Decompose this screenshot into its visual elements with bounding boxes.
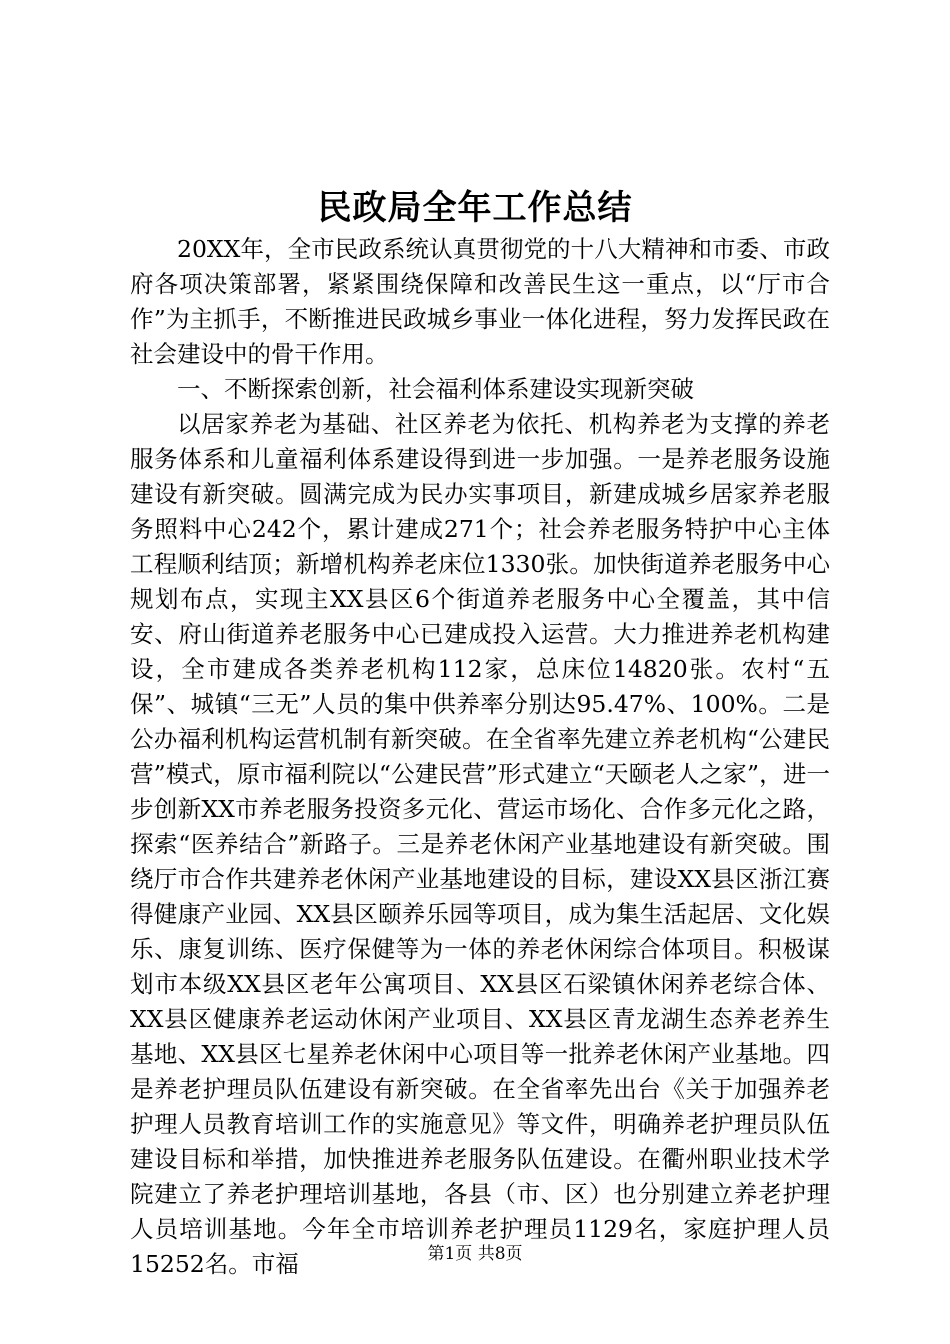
paragraph-intro: 20XX年，全市民政系统认真贯彻党的十八大精神和市委、市政府各项决策部署，紧紧围绕保障和改善民生这一重点，以“厅市合作”为主抓手，不断推进民政城乡事业一体化进程，努力发挥民政在社会建设中的骨干作用。 — [130, 235, 830, 368]
page-footer: 第1页 共8页 — [427, 1244, 523, 1264]
document-title: 民政局全年工作总结 — [317, 188, 633, 228]
section-heading-1: 一、不断探索创新，社会福利体系建设实现新突破 — [177, 375, 694, 403]
paragraph-section-1: 以居家养老为基础、社区养老为依托、机构养老为支撑的养老服务体系和儿童福利体系建设得到进一步加强。一是养老服务设施建设有新突破。圆满完成为民办实事项目，新建成城乡居家养老服务照料中心242个，累计建成271个；社会养老服务特护中心主体工程顺利结顶；新增机构养老床位1330张。加快街道养老服务中心规划布点，实现主XX县区6个街道养老服务中心全覆盖，其中信安、府山街道养老服务中心已建成投入运营。大力推进养老机构建设，全市建成各类养老机构112家，总床位14820张。农村“五保”、城镇“三无”人员的集中供养率分别达95.47%、100%。二是公办福利机构运营机制有新突破。在全省率先建立养老机构“公建民营”模式，原市福利院以“公建民营”形式建立“天颐老人之家”，进一步创新XX市养老服务投资多元化、营运市场化、合作多元化之路，探索“医养结合”新路子。三是养老休闲产业基地建设有新突破。围绕厅市合作共建养老休闲产业基地建设的目标，建设XX县区浙江赛得健康产业园、XX县区颐养乐园等项目，成为集生活起居、文化娱乐、康复训练、医疗保健等为一体的养老休闲综合体项目。积极谋划市本级XX县区老年公寓项目、XX县区石梁镇休闲养老综合体、XX县区健康养老运动休闲产业项目、XX县区青龙湖生态养老养生基地、XX县区七星养老休闲中心项目等一批养老休闲产业基地。四是养老护理员队伍建设有新突破。在全省率先出台《关于加强养老护理人员教育培训工作的实施意见》等文件，明确养老护理员队伍建设目标和举措，加快推进养老服务队伍建设。在衢州职业技术学院建立了养老护理培训基地，各县（市、区）也分别建立养老护理人员培训基地。今年全市培训养老护理员1129名，家庭护理人员15252名。市福 — [130, 410, 830, 1278]
document-body — [130, 232, 830, 1282]
